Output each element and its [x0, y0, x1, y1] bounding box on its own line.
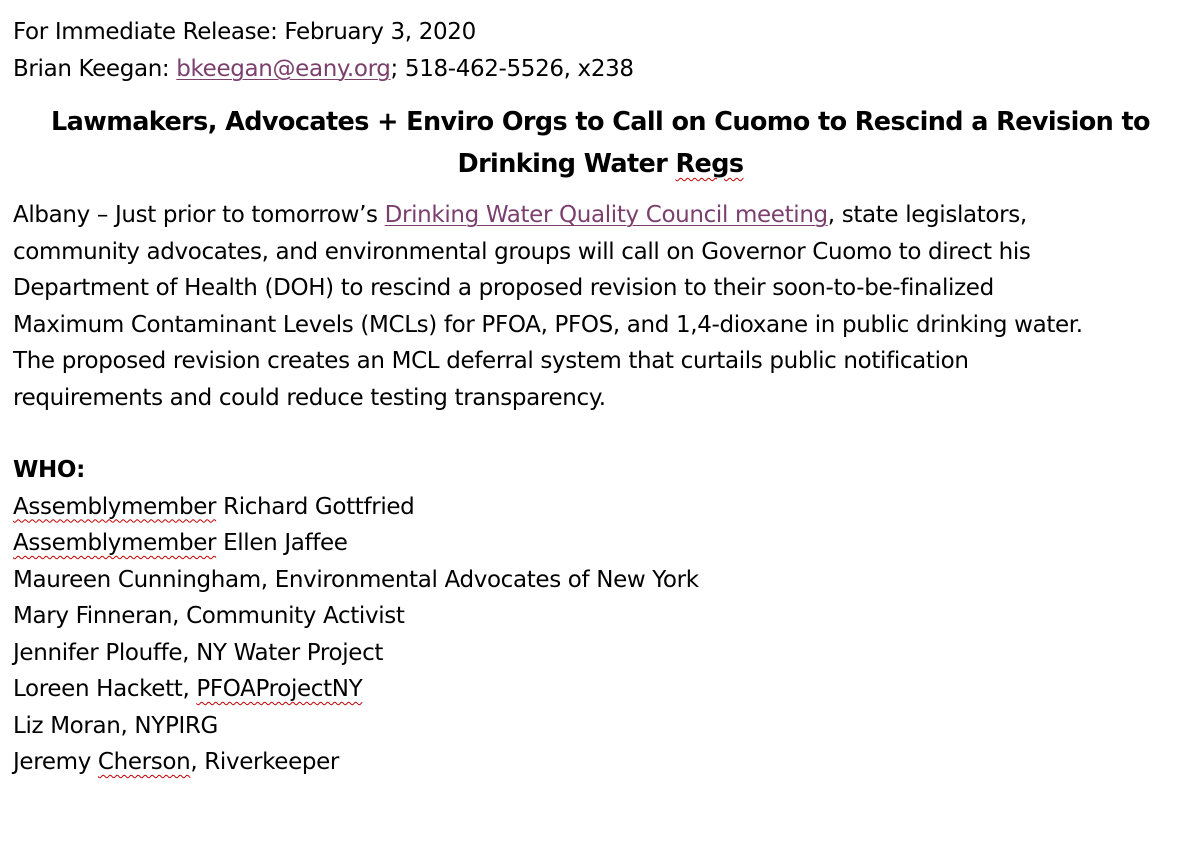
who-heading: WHO: [13, 457, 85, 483]
release-date-line: For Immediate Release: February 3, 2020 [13, 19, 476, 45]
body-line-5: The proposed revision creates an MCL deferral system that curtails public notification [13, 348, 969, 374]
body-line-1 [13, 197, 1188, 234]
body-line-1-rest: , state legislators, [827, 202, 1027, 228]
headline-line-2-text: Drinking Water [457, 149, 676, 179]
list-item [13, 489, 1188, 526]
list-item-text: Ellen Jaffee [216, 530, 348, 556]
press-release-document [13, 14, 1188, 781]
headline [13, 101, 1188, 185]
headline-line-2 [13, 143, 1188, 185]
body-paragraph [13, 197, 1188, 416]
list-item [13, 671, 1188, 708]
body-line-6: requirements and could reduce testing transparency. [13, 384, 606, 411]
meeting-link[interactable]: Drinking Water Quality Council meeting [384, 202, 828, 228]
contact-line [13, 51, 1188, 88]
list-item: Jennifer Plouffe, NY Water Project [13, 639, 384, 666]
list-item-text: , Riverkeeper [190, 749, 340, 775]
body-lead: Albany – Just prior to tomorrow’s [13, 202, 385, 228]
contact-phone: ; 518-462-5526, x238 [390, 55, 634, 82]
spellcheck-word: Assemblymember [13, 530, 217, 556]
list-item-text: Loreen Hackett, [13, 676, 197, 702]
list-item: Mary Finneran, Community Activist [13, 603, 405, 629]
spellcheck-word: PFOAProjectNY [196, 676, 363, 702]
list-item [13, 525, 1188, 562]
contact-email-link[interactable]: bkeegan@eany.org [176, 55, 391, 82]
headline-spellcheck-word: Regs [675, 149, 744, 179]
list-item: Liz Moran, NYPIRG [13, 712, 219, 739]
list-item [13, 744, 1188, 781]
list-item-text: Jeremy [13, 749, 98, 775]
list-item: Maureen Cunningham, Environmental Advocates of New York [13, 566, 699, 593]
body-line-3: Department of Health (DOH) to rescind a proposed revision to their soon-to-be-finalized [13, 275, 994, 301]
spellcheck-word: Assemblymember [13, 493, 217, 520]
headline-line-1: Lawmakers, Advocates + Enviro Orgs to Call on Cuomo to Rescind a Revision to [51, 107, 1150, 137]
body-line-4: Maximum Contaminant Levels (MCLs) for PFOA, PFOS, and 1,4-dioxane in public drinking water. [13, 311, 1083, 338]
who-list [13, 489, 1188, 781]
spellcheck-word: Cherson [97, 749, 191, 775]
contact-name: Brian Keegan: [13, 55, 177, 82]
list-item-text: Richard Gottfried [216, 493, 415, 520]
body-line-2: community advocates, and environmental groups will call on Governor Cuomo to direct his [13, 238, 1031, 265]
